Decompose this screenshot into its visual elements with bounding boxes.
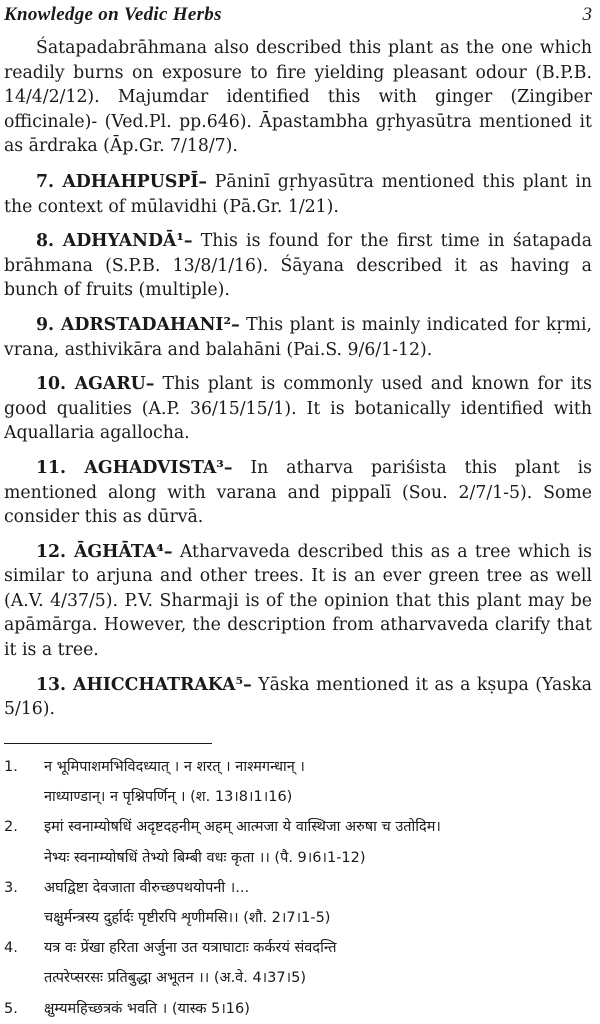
footnote-text	[44, 873, 592, 933]
entry-text: This is found for the first time in śatapada brāhmana (S.P.B. 13/8/1/16). Śāyana described it as having a bunch of fruits (multiple).	[4, 231, 592, 301]
entry-text: In atharva pariśista this plant is mentioned along with varana and pippalī (Sou. 2/7/1-5). Some consider this as dūrvā.	[4, 457, 592, 528]
page-number: 3	[582, 4, 592, 25]
footnote-line: नाध्याण्डान्। न पृश्निपर्णिन् । (श. 13।8।1।16)	[44, 789, 293, 806]
entry-text: Atharvaveda described this as a tree which is similar to arjuna and other trees. It is an ever green tree as well (A.V. 4/37/5). P.V. Sharmaji is of the opinion that this plant may be apāmārga. However, the description from atharvaveda clarify that it is a tree.	[4, 541, 592, 661]
entry-heading: 12. ĀGHĀTA⁴–	[36, 541, 173, 562]
footnote-line: अघद्विष्टा देवजाता वीरुच्छपथयोपनी ।...	[44, 879, 250, 896]
footnote-line: तत्परेप्सरसः प्रतिबुद्धा अभूतन ।। (अ.वे. 4।37।5)	[44, 970, 307, 987]
entry-ahicchatraka	[4, 673, 592, 722]
running-title: Knowledge on Vedic Herbs	[4, 4, 222, 25]
paragraph-text: Śatapadabrāhmana also described this plant as the one which readily burns on exposure to fire yielding pleasant odour (B.P.B. 14/4/2/12). Majumdar identified this with ginger (Zingiber officinale)- (Ved.Pl. pp.646). Āpastambha gṛhyasūtra mentioned it as ārdraka (Āp.Gr. 7/18/7).	[4, 38, 592, 157]
entry-adhyanda	[4, 229, 592, 303]
footnote-text	[44, 994, 592, 1024]
entry-text: This plant is mainly indicated for kṛmi, vrana, asthivikāra and balahāni (Pai.S. 9/6/1-12).	[4, 314, 592, 360]
entry-text: Yāska mentioned it as a kṣupa (Yaska 5/16).	[4, 674, 592, 720]
footnote-2	[4, 812, 592, 872]
footnote-4	[4, 933, 592, 993]
footnote-line: नेभ्यः स्वनाम्योषधिं तेभ्यो बिम्बी वधः कृता ।। (पै. 9।6।1-12)	[44, 849, 366, 866]
running-header	[4, 2, 592, 28]
footnote-number: 4.	[4, 940, 18, 957]
footnote-text	[44, 752, 592, 812]
footnote-text	[44, 933, 592, 993]
entry-aghadvista	[4, 456, 592, 530]
footnote-line: क्षुम्यमहिच्छत्रकं भवति । (यास्क 5।16)	[44, 1000, 250, 1017]
entry-aghata	[4, 540, 592, 663]
footnote-line: न भूमिपाशमभिविदध्यात् । न शरत् । नाश्मगन्धान् ।	[44, 759, 305, 775]
entry-text: This plant is commonly used and known for its good qualities (A.P. 36/15/15/1). It is botanically identified with Aquallaria agallocha.	[4, 374, 592, 444]
footnote-number: 3.	[4, 879, 18, 896]
entry-adrstadahani	[4, 313, 592, 362]
entry-heading: 11. AGHADVISTA³–	[36, 457, 233, 478]
entry-heading: 9. ADRSTADAHANI²–	[36, 314, 240, 335]
footnotes	[4, 752, 592, 1024]
entry-heading: 8. ADHYANDĀ¹–	[36, 231, 193, 252]
footnote-number: 1.	[4, 759, 18, 775]
footnote-divider	[4, 743, 212, 744]
entry-heading: 7. ADHAHPUSPĪ–	[36, 171, 208, 192]
entry-heading: 13. AHICCHATRAKA⁵–	[36, 674, 252, 695]
footnote-line: इमां स्वनाम्योषधिं अदृष्टदहनीम् अहम् आत्मजा ये वास्थिजा अरुषा च उतोदिम।	[44, 819, 441, 836]
footnote-number: 5.	[4, 1000, 18, 1017]
footnote-1	[4, 752, 592, 812]
paragraph-intro	[4, 36, 592, 159]
footnote-line: चक्षुर्मन्त्रस्य दुर्हार्दः पृष्टीरपि शृणीमसि।। (शौ. 2।7।1-5)	[44, 910, 331, 927]
footnote-number: 2.	[4, 819, 18, 836]
entry-agaru	[4, 372, 592, 446]
main-text	[4, 36, 592, 732]
entry-text: Pāninī gṛhyasūtra mentioned this plant in the context of mūlavidhi (Pā.Gr. 1/21).	[4, 171, 592, 217]
entry-heading: 10. AGARU–	[36, 374, 155, 395]
footnote-3	[4, 873, 592, 933]
footnote-line: यत्र वः प्रेंखा हरिता अर्जुना उत यत्राघाटाः कर्करयं संवदन्ति	[44, 940, 337, 957]
footnote-5	[4, 994, 592, 1024]
footnote-text	[44, 812, 592, 872]
entry-adhahpuspi	[4, 170, 592, 219]
